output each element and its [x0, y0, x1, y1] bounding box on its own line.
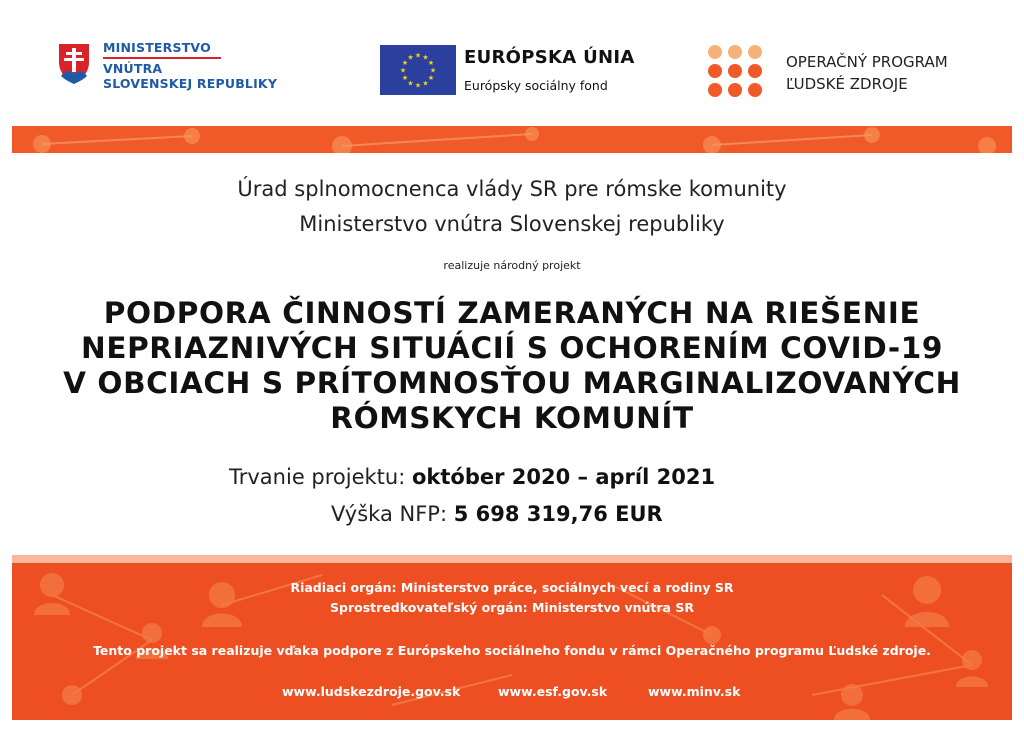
op-dots-icon: [706, 44, 764, 98]
eu-star-icon: ★: [427, 74, 435, 82]
op-dot: [708, 83, 722, 97]
op-line1: OPERAČNÝ PROGRAM: [786, 53, 948, 71]
title-line: NEPRIAZNIVÝCH SITUÁCIÍ S OCHORENÍM COVID-19: [81, 331, 943, 365]
top-orange-band: [12, 126, 1012, 153]
ministry-name: [103, 40, 277, 91]
link-esf[interactable]: www.esf.gov.sk: [498, 684, 608, 699]
link-minv[interactable]: www.minv.sk: [648, 684, 741, 699]
duration-value: október 2020 – apríl 2021: [411, 465, 716, 489]
ministry-line3: SLOVENSKEJ REPUBLIKY: [103, 76, 278, 91]
op-dot: [748, 64, 762, 78]
project-nfp: [331, 502, 663, 526]
op-dot: [748, 83, 762, 97]
people-pattern-top: [12, 126, 1012, 153]
org-line-2: Ministerstvo vnútra Slovenskej republiky: [299, 212, 725, 236]
op-dot: [708, 45, 722, 59]
ministry-line2: VNÚTRA: [103, 61, 163, 76]
op-dot: [748, 45, 762, 59]
op-dot: [728, 45, 742, 59]
nfp-label: Výška NFP:: [331, 502, 454, 526]
eu-star-icon: ★: [414, 81, 422, 90]
org-line-1: Úrad splnomocnenca vlády SR pre rómske komunity: [237, 177, 787, 201]
link-ludskezdroje[interactable]: www.ludskezdroje.gov.sk: [282, 684, 461, 699]
eu-subtitle: Európsky sociálny fond: [464, 78, 608, 93]
op-dot: [708, 64, 722, 78]
ministry-line1: MINISTERSTVO: [103, 40, 211, 55]
project-title: [0, 296, 1024, 436]
eu-star-icon: ★: [407, 53, 414, 62]
eu-star-icon: ★: [407, 79, 414, 88]
eu-star-icon: ★: [399, 66, 407, 75]
eu-star-icon: ★: [414, 51, 422, 60]
ministry-logo: [55, 40, 315, 100]
ministry-divider: [103, 57, 221, 59]
op-line2: ĽUDSKÉ ZDROJE: [786, 75, 908, 93]
footer-line-2: Sprostredkovateľský orgán: Ministerstvo vnútra SR: [330, 600, 694, 615]
op-dot: [728, 64, 742, 78]
op-dot: [728, 83, 742, 97]
eu-logo: [380, 45, 640, 97]
duration-label: Trvanie projektu:: [229, 465, 412, 489]
project-duration: [229, 465, 715, 489]
op-name: [786, 51, 948, 95]
eu-star-icon: ★: [401, 74, 409, 82]
bottom-orange-band: [12, 555, 1012, 720]
footer-line-1: Riadiaci orgán: Ministerstvo práce, sociálnych vecí a rodiny SR: [290, 580, 734, 595]
nfp-value: 5 698 319,76 EUR: [453, 502, 663, 526]
eu-flag-icon: [380, 45, 456, 95]
eu-star-icon: ★: [422, 79, 429, 88]
realizuje-label: realizuje národný projekt: [443, 259, 581, 272]
title-line: V OBCIACH S PRÍTOMNOSŤOU MARGINALIZOVANÝCH: [63, 366, 961, 400]
eu-title: EURÓPSKA ÚNIA: [464, 47, 635, 68]
eu-star-icon: ★: [401, 59, 409, 67]
eu-star-icon: ★: [429, 66, 437, 75]
eu-star-icon: ★: [427, 59, 435, 67]
slovak-coat-of-arms-icon: [55, 40, 93, 88]
op-logo: [706, 44, 986, 100]
title-line: PODPORA ČINNOSTÍ ZAMERANÝCH NA RIEŠENIE: [103, 296, 921, 330]
title-line: RÓMSKYCH KOMUNÍT: [330, 401, 694, 435]
footer-line-3: Tento projekt sa realizuje vďaka podpore z Európskeho sociálneho fondu v rámci Operačného programu Ľudské zdroje.: [93, 643, 931, 658]
eu-star-icon: ★: [422, 53, 429, 62]
